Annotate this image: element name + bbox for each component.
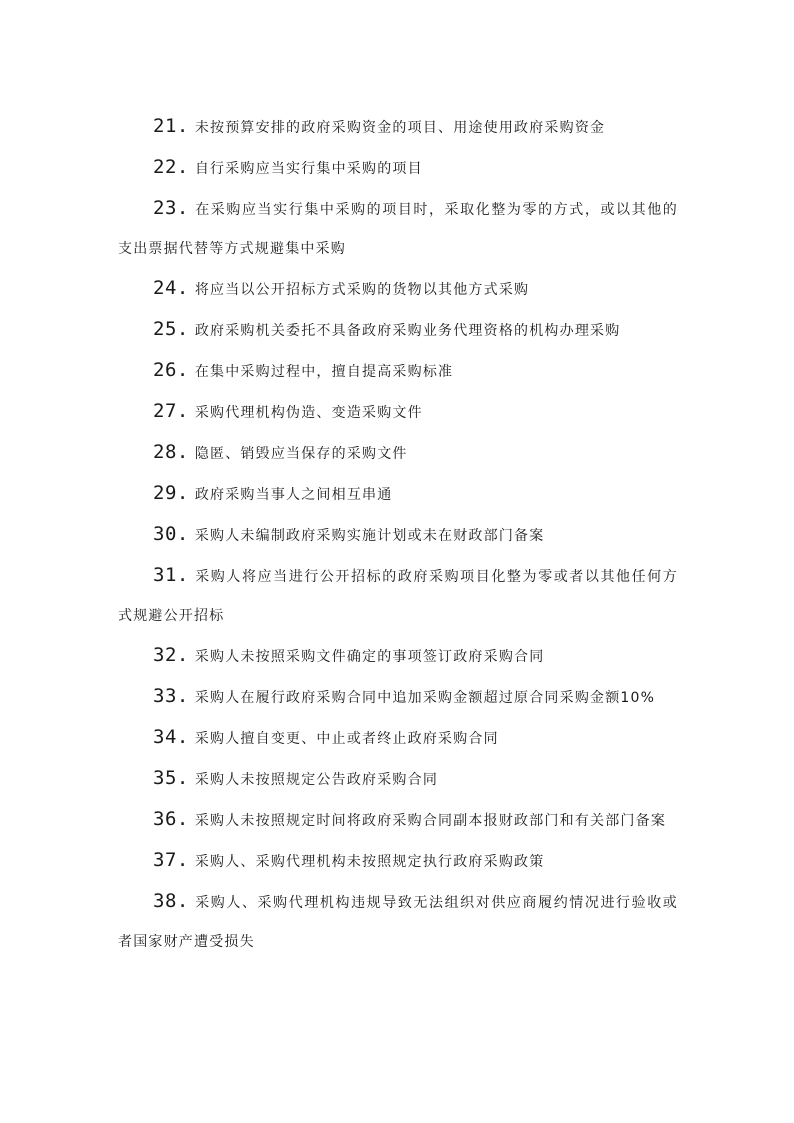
list-item: [118, 636, 678, 677]
list-item: [118, 515, 678, 556]
list-item: [118, 718, 678, 759]
item-number: 28.: [153, 441, 189, 463]
list-item: [118, 882, 678, 962]
item-text: 采购人将应当进行公开招标的政府采购项目化整为零或者以其他任何方式规避公开招标: [118, 569, 678, 624]
item-number: 29.: [153, 482, 189, 504]
item-text: 在采购应当实行集中采购的项目时，采取化整为零的方式，或以其他的支出票据代替等方式规避集中采购: [118, 202, 678, 257]
list-item: [118, 310, 678, 351]
item-text: 政府采购机关委托不具备政府采购业务代理资格的机构办理采购: [194, 323, 621, 339]
item-text: 采购人、采购代理机构违规导致无法组织对供应商履约情况进行验收或者国家财产遭受损失: [118, 895, 678, 950]
list-item: [118, 800, 678, 841]
item-number: 38.: [153, 890, 189, 912]
item-number: 37.: [153, 849, 189, 871]
item-number: 30.: [153, 523, 189, 545]
violation-list: [118, 107, 678, 962]
list-item: [118, 841, 678, 882]
item-number: 21.: [153, 115, 189, 137]
item-number: 33.: [153, 685, 189, 707]
item-text: 隐匿、销毁应当保存的采购文件: [194, 446, 408, 462]
list-item: [118, 474, 678, 515]
item-number: 34.: [153, 726, 189, 748]
list-item: [118, 189, 678, 269]
item-text: 采购人擅自变更、中止或者终止政府采购合同: [194, 731, 499, 747]
list-item: [118, 351, 678, 392]
item-text: 采购人未按照规定公告政府采购合同: [194, 772, 439, 788]
list-item: [118, 392, 678, 433]
item-number: 24.: [153, 277, 189, 299]
list-item: [118, 677, 678, 718]
item-number: 25.: [153, 318, 189, 340]
item-text: 采购人未按照规定时间将政府采购合同副本报财政部门和有关部门备案: [194, 813, 667, 829]
list-item: [118, 269, 678, 310]
item-number: 31.: [153, 564, 189, 586]
item-number: 23.: [153, 197, 189, 219]
item-number: 36.: [153, 808, 189, 830]
item-number: 22.: [153, 156, 189, 178]
list-item: [118, 148, 678, 189]
list-item: [118, 433, 678, 474]
item-text: 在集中采购过程中，擅自提高采购标准: [194, 364, 454, 380]
list-item: [118, 556, 678, 636]
item-number: 35.: [153, 767, 189, 789]
item-text: 采购人未编制政府采购实施计划或未在财政部门备案: [194, 528, 545, 544]
item-number: 26.: [153, 359, 189, 381]
item-text: 采购人、采购代理机构未按照规定执行政府采购政策: [194, 854, 545, 870]
list-item: [118, 759, 678, 800]
item-number: 27.: [153, 400, 189, 422]
item-text: 政府采购当事人之间相互串通: [194, 487, 393, 503]
item-text: 自行采购应当实行集中采购的项目: [194, 161, 423, 177]
item-text: 采购代理机构伪造、变造采购文件: [194, 405, 423, 421]
item-text: 将应当以公开招标方式采购的货物以其他方式采购: [194, 282, 530, 298]
item-number: 32.: [153, 644, 189, 666]
item-text: 未按预算安排的政府采购资金的项目、用途使用政府采购资金: [194, 120, 606, 136]
item-text: 采购人未按照采购文件确定的事项签订政府采购合同: [194, 649, 545, 665]
item-text: 采购人在履行政府采购合同中追加采购金额超过原合同采购金额10%: [194, 690, 656, 706]
list-item: [118, 107, 678, 148]
